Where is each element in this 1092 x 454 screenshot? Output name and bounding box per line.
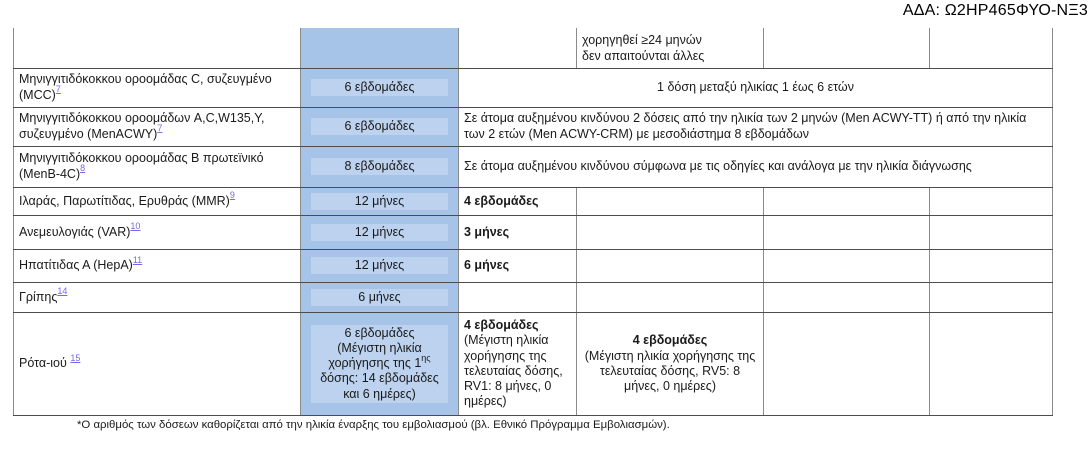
ordinal-superscript: ης	[421, 352, 431, 363]
min-age-highlight-cell	[301, 107, 459, 146]
empty-cell	[930, 187, 1053, 215]
empty-cell	[577, 249, 764, 282]
dose-interval-cell: 3 μήνες	[459, 215, 577, 249]
empty-cell	[930, 282, 1053, 312]
min-interval-value: 6 εβδομάδες	[311, 118, 448, 135]
min-interval-value: 8 εβδομάδες	[311, 158, 448, 175]
min-interval-note-post: δόσης: 14 εβδομάδες και 6 ημέρες)	[320, 371, 439, 401]
footnote-ref-link[interactable]: 7	[55, 84, 61, 95]
empty-cell	[577, 215, 764, 249]
vaccine-name: Ρότα-ιού	[19, 356, 67, 371]
empty-cell	[930, 312, 1053, 415]
merged-note-cell: Σε άτομα αυξημένου κινδύνου σύμφωνα με τις οδηγίες και ανάλογα με την ηλικία διάγνωσης	[459, 146, 1053, 187]
empty-cell	[577, 187, 764, 215]
min-age-highlight-cell	[301, 68, 459, 107]
empty-cell	[577, 282, 764, 312]
min-interval-value: 12 μήνες	[311, 193, 448, 210]
min-age-highlight-cell	[301, 249, 459, 282]
empty-cell	[764, 28, 930, 68]
dose-interval-cell: 4 εβδομάδες	[459, 187, 577, 215]
empty-cell	[764, 312, 930, 415]
table-footnote: *Ο αριθμός των δόσεων καθορίζεται από την ηλικία έναρξης του εμβολιασμού (βλ. Εθνικό Πρόγραμμα Εμβολιασμών).	[77, 419, 670, 431]
empty-cell	[764, 282, 930, 312]
dose-interval-cell	[459, 312, 577, 415]
table-row-rota	[14, 312, 1053, 415]
min-age-highlight-cell	[301, 312, 459, 415]
min-age-highlight-cell	[301, 146, 459, 187]
table-row-carryover	[14, 28, 1053, 68]
carryover-line-1: χορηγηθεί ≥24 μηνών	[582, 32, 702, 47]
footnote-ref-link[interactable]: 15	[70, 352, 81, 363]
min-interval-note-pre: (Μέγιστη ηλικία χορήγησης της 1	[328, 340, 422, 371]
vaccine-name: Ηπατίτιδας Α (HepA)	[19, 258, 133, 273]
empty-cell	[930, 215, 1053, 249]
vaccine-name: Ιλαράς, Παρωτίτιδας, Ερυθράς (MMR)	[19, 193, 230, 208]
empty-cell	[764, 249, 930, 282]
vaccine-name-cell	[14, 187, 301, 215]
empty-cell	[764, 187, 930, 215]
merged-note-cell: Σε άτομα αυξημένου κινδύνου 2 δόσεις από την ηλικία των 2 μηνών (Men ACWY-TT) ή από την ηλικία των 2 ετών (Men ACWY-CRM) με μεσοδιάστημα 8 εβδομάδων	[459, 107, 1053, 146]
footnote-ref-link[interactable]: 11	[132, 254, 143, 265]
min-interval-value: 6 μήνες	[311, 289, 448, 306]
dose-interval-value: 4 εβδομάδες	[632, 333, 708, 348]
dose-interval-note: (Μέγιστη ηλικία χορήγησης της τελευταίας δόσης, RV1: 8 μήνες, 0 ημέρες)	[464, 333, 563, 409]
vaccine-name: Μηνιγγιτιδόκοκκου οροομάδας Β πρωτεϊνικό (MenB-4C)	[19, 151, 264, 181]
vaccine-name-cell	[14, 215, 301, 249]
footnote-ref-link[interactable]: 14	[57, 286, 68, 297]
table-row-mmr	[14, 187, 1053, 215]
min-interval-value: 6 εβδομάδες	[311, 79, 448, 96]
min-age-highlight-cell	[301, 28, 459, 68]
vaccine-name-cell	[14, 249, 301, 282]
table-row-menacwy	[14, 107, 1053, 146]
min-interval-value: 6 εβδομάδες	[344, 325, 415, 340]
carryover-note-cell	[577, 28, 764, 68]
table-row-flu	[14, 282, 1053, 312]
vaccine-name: Ανεμευλογιάς (VAR)	[19, 224, 131, 239]
footnote-ref-link[interactable]: 8	[80, 163, 86, 174]
min-interval-value: 12 μήνες	[311, 224, 448, 241]
vaccine-name: Γρίπης	[19, 289, 58, 304]
carryover-line-2: δεν απαιτούνται άλλες	[582, 48, 705, 63]
footnote-ref-link[interactable]: 7	[157, 123, 163, 134]
empty-cell	[930, 249, 1053, 282]
empty-cell	[930, 28, 1053, 68]
vaccine-name-cell	[14, 107, 301, 146]
vaccine-name-cell	[14, 146, 301, 187]
min-age-highlight-cell	[301, 282, 459, 312]
vaccine-name-cell	[14, 68, 301, 107]
min-interval-value: 12 μήνες	[311, 257, 448, 274]
empty-cell	[764, 215, 930, 249]
vaccine-name-cell	[14, 312, 301, 415]
min-interval-block	[311, 325, 448, 403]
merged-note-cell: 1 δόση μεταξύ ηλικίας 1 έως 6 ετών	[459, 68, 1053, 107]
dose-interval-value: 4 εβδομάδες	[464, 318, 539, 332]
dose-interval-cell	[577, 312, 764, 415]
ada-code-label: ΑΔΑ: Ω2ΗΡ465ΦΥΟ-ΝΞ3	[902, 2, 1088, 19]
vaccine-name: Μηνιγγιτιδόκοκκου οροομάδων A,C,W135,Y, συζευγμένο (MenACWY)	[19, 111, 265, 141]
table-row-menb	[14, 146, 1053, 187]
vaccine-name-cell	[14, 282, 301, 312]
table-row-var	[14, 215, 1053, 249]
min-age-highlight-cell	[301, 187, 459, 215]
empty-cell	[459, 28, 577, 68]
table-row-hepa	[14, 249, 1053, 282]
min-age-highlight-cell	[301, 215, 459, 249]
empty-cell	[459, 282, 577, 312]
dose-interval-note: (Μέγιστη ηλικία χορήγησης της τελευταίας δόσης, RV5: 8 μήνες, 0 ημέρες)	[584, 348, 756, 393]
footnote-ref-link[interactable]: 9	[229, 190, 235, 201]
footnote-ref-link[interactable]: 10	[130, 221, 141, 232]
dose-interval-cell: 6 μήνες	[459, 249, 577, 282]
vaccine-name: Μηνιγγιτιδόκοκκου οροομάδας C, συζευγμένο (MCC)	[19, 72, 272, 102]
vaccination-intervals-table	[13, 28, 1053, 416]
empty-cell	[14, 28, 301, 68]
table-row-mcc	[14, 68, 1053, 107]
